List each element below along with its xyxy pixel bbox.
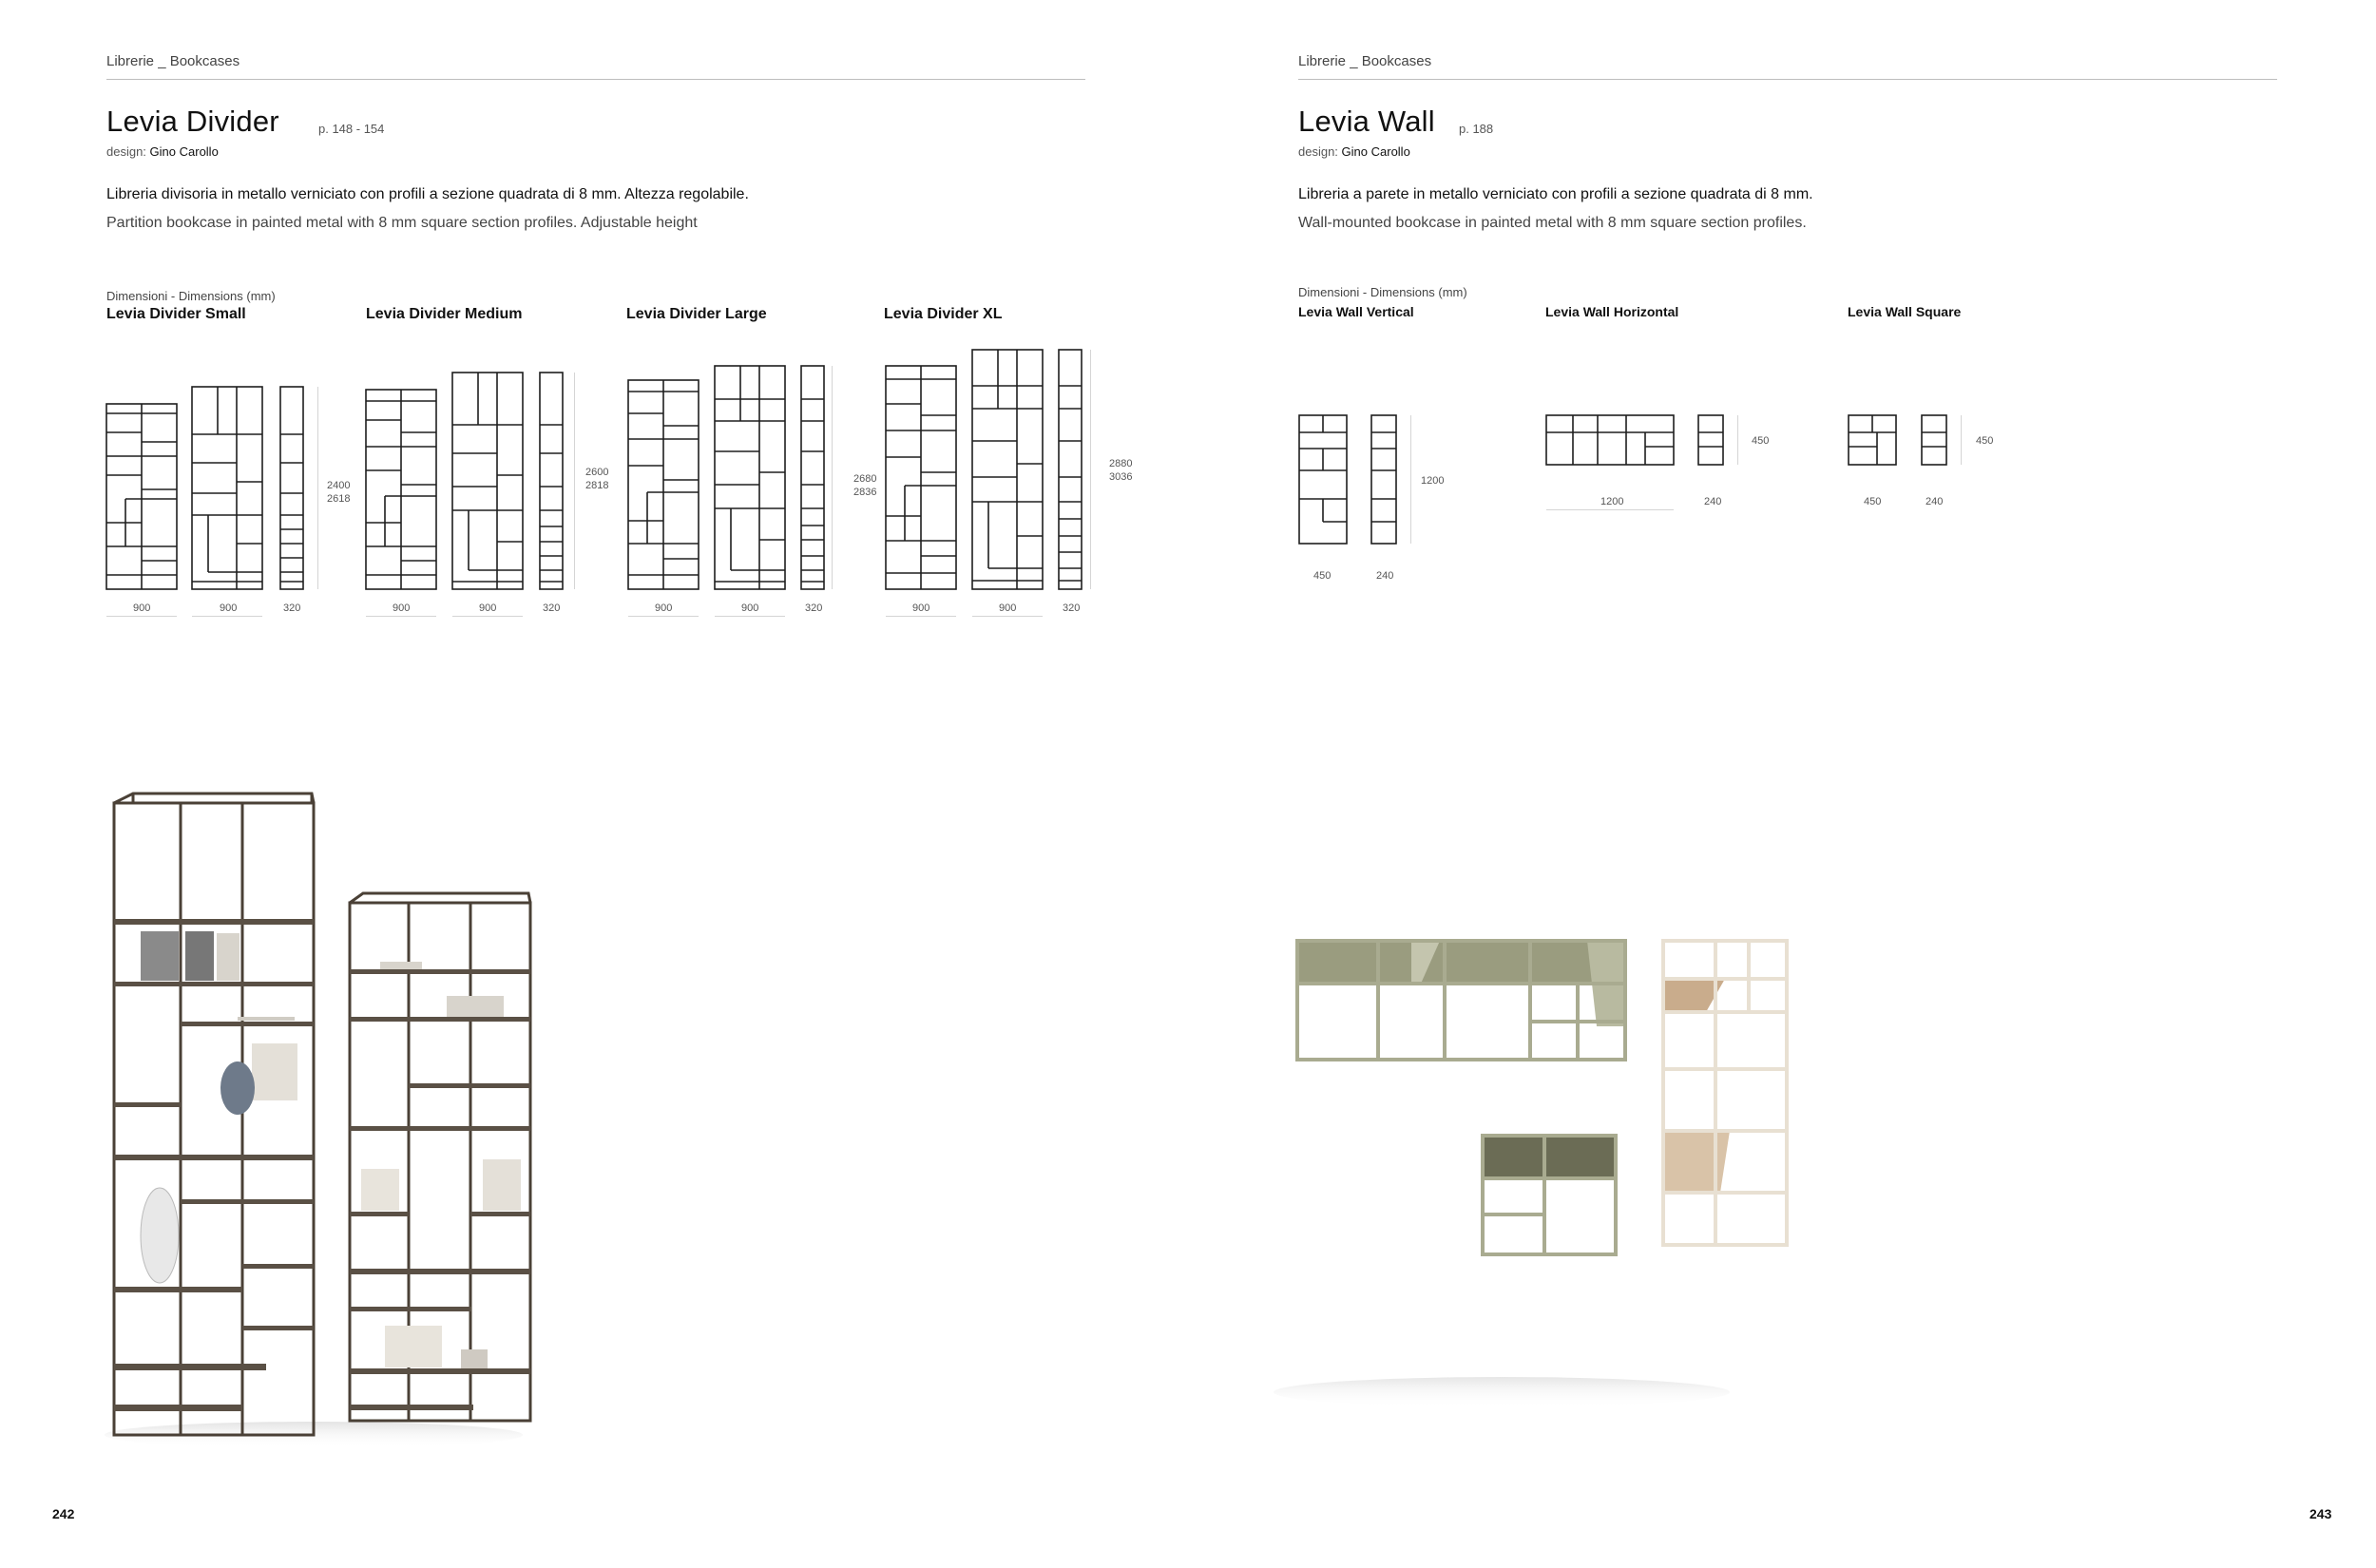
variant-title-vertical: Levia Wall Vertical [1298, 304, 1414, 319]
width-label: 1200 [1600, 496, 1624, 507]
width-dimension-line [106, 616, 177, 617]
section-header: Librerie _ Bookcases [1298, 53, 1432, 69]
height-max: 2818 [585, 480, 609, 491]
height-max: 3036 [1109, 471, 1133, 483]
wall-vertical-front-drawing [1299, 415, 1347, 544]
right-page [1188, 0, 2376, 1568]
width-label: 320 [1063, 602, 1081, 614]
divider-medium-front-b-drawing [452, 373, 523, 589]
page-reference: p. 148 - 154 [318, 122, 385, 136]
page-number: 242 [52, 1506, 75, 1521]
height-label: 1200 [1421, 475, 1445, 487]
width-label: 900 [999, 602, 1017, 614]
variant-title-large: Levia Divider Large [626, 306, 767, 322]
width-label: 900 [741, 602, 759, 614]
dimensions-caption: Dimensioni - Dimensions (mm) [106, 289, 276, 303]
height-max: 2836 [853, 487, 877, 498]
divider-small-front-b-drawing [192, 387, 262, 589]
height-label: 450 [1976, 435, 1994, 447]
width-dimension-line [715, 616, 785, 617]
description-italian: Libreria a parete in metallo verniciato con profili a sezione quadrata di 8 mm. [1298, 186, 1813, 202]
width-dimension-line [628, 616, 699, 617]
designer-name: Gino Carollo [149, 144, 219, 159]
width-dimension-line [972, 616, 1043, 617]
product-title: Levia Wall [1298, 105, 1435, 138]
designer-name: Gino Carollo [1341, 144, 1410, 159]
divider-small-side-drawing [280, 387, 303, 589]
variant-title-xl: Levia Divider XL [884, 306, 1003, 322]
wall-horizontal-side-drawing [1698, 415, 1723, 465]
divider-xl-side-drawing [1059, 350, 1082, 589]
height-dimension-line [1737, 415, 1738, 465]
height-dimension-line [1410, 415, 1411, 544]
header-rule [106, 79, 1085, 80]
variant-title-small: Levia Divider Small [106, 306, 246, 322]
width-label: 900 [393, 602, 411, 614]
width-dimension-line [366, 616, 436, 617]
designer-credit [106, 144, 219, 159]
variant-title-horizontal: Levia Wall Horizontal [1545, 304, 1679, 319]
wall-horizontal-front-drawing [1546, 415, 1674, 465]
page-reference: p. 188 [1459, 122, 1494, 136]
divider-large-side-drawing [801, 366, 824, 589]
height-dimension-line [832, 366, 833, 589]
description-english: Wall-mounted bookcase in painted metal with 8 mm square section profiles. [1298, 215, 1807, 231]
divider-xl-front-a-drawing [886, 366, 956, 589]
width-label: 900 [912, 602, 930, 614]
divider-small-front-a-drawing [106, 404, 177, 589]
divider-xl-front-b-drawing [972, 350, 1043, 589]
page-number: 243 [2309, 1506, 2332, 1521]
width-label: 320 [283, 602, 301, 614]
variant-title-medium: Levia Divider Medium [366, 306, 523, 322]
width-dimension-line [452, 616, 523, 617]
description-italian: Libreria divisoria in metallo verniciato con profili a sezione quadrata di 8 mm. Altezza regolabile. [106, 186, 749, 202]
divider-medium-front-a-drawing [366, 390, 436, 589]
width-dimension-line [192, 616, 262, 617]
divider-medium-side-drawing [540, 373, 563, 589]
height-min: 2400 [327, 480, 351, 491]
designer-prefix: design: [1298, 144, 1338, 159]
height-min: 2880 [1109, 458, 1133, 469]
levia-wall-product-photo [1274, 912, 1825, 1425]
dimensions-caption: Dimensioni - Dimensions (mm) [1298, 285, 1467, 299]
width-dimension-line [1546, 509, 1674, 510]
height-min: 2680 [853, 473, 877, 485]
levia-divider-product-photo [95, 789, 570, 1454]
height-dimension-line [574, 373, 575, 589]
height-dimension-line [317, 387, 318, 589]
width-dimension-line [886, 616, 956, 617]
description-english: Partition bookcase in painted metal with 8 mm square section profiles. Adjustable height [106, 215, 698, 231]
section-header: Librerie _ Bookcases [106, 53, 240, 69]
width-label: 900 [479, 602, 497, 614]
height-min: 2600 [585, 467, 609, 478]
variant-title-square: Levia Wall Square [1848, 304, 1962, 319]
wall-vertical-side-drawing [1371, 415, 1396, 544]
designer-credit [1298, 144, 1410, 159]
width-label: 320 [543, 602, 561, 614]
height-label: 450 [1752, 435, 1770, 447]
width-label: 450 [1313, 570, 1332, 582]
product-title: Levia Divider [106, 105, 279, 138]
width-label: 900 [220, 602, 238, 614]
width-label: 450 [1864, 496, 1882, 507]
designer-prefix: design: [106, 144, 146, 159]
divider-large-front-a-drawing [628, 380, 699, 589]
divider-large-front-b-drawing [715, 366, 785, 589]
wall-square-side-drawing [1922, 415, 1946, 465]
width-label: 240 [1704, 496, 1722, 507]
wall-square-front-drawing [1849, 415, 1896, 465]
width-label: 900 [655, 602, 673, 614]
height-dimension-line [1090, 350, 1091, 589]
width-label: 320 [805, 602, 823, 614]
header-rule [1298, 79, 2277, 80]
width-label: 900 [133, 602, 151, 614]
width-label: 240 [1926, 496, 1944, 507]
width-label: 240 [1376, 570, 1394, 582]
height-max: 2618 [327, 493, 351, 505]
height-dimension-line [1961, 415, 1962, 465]
